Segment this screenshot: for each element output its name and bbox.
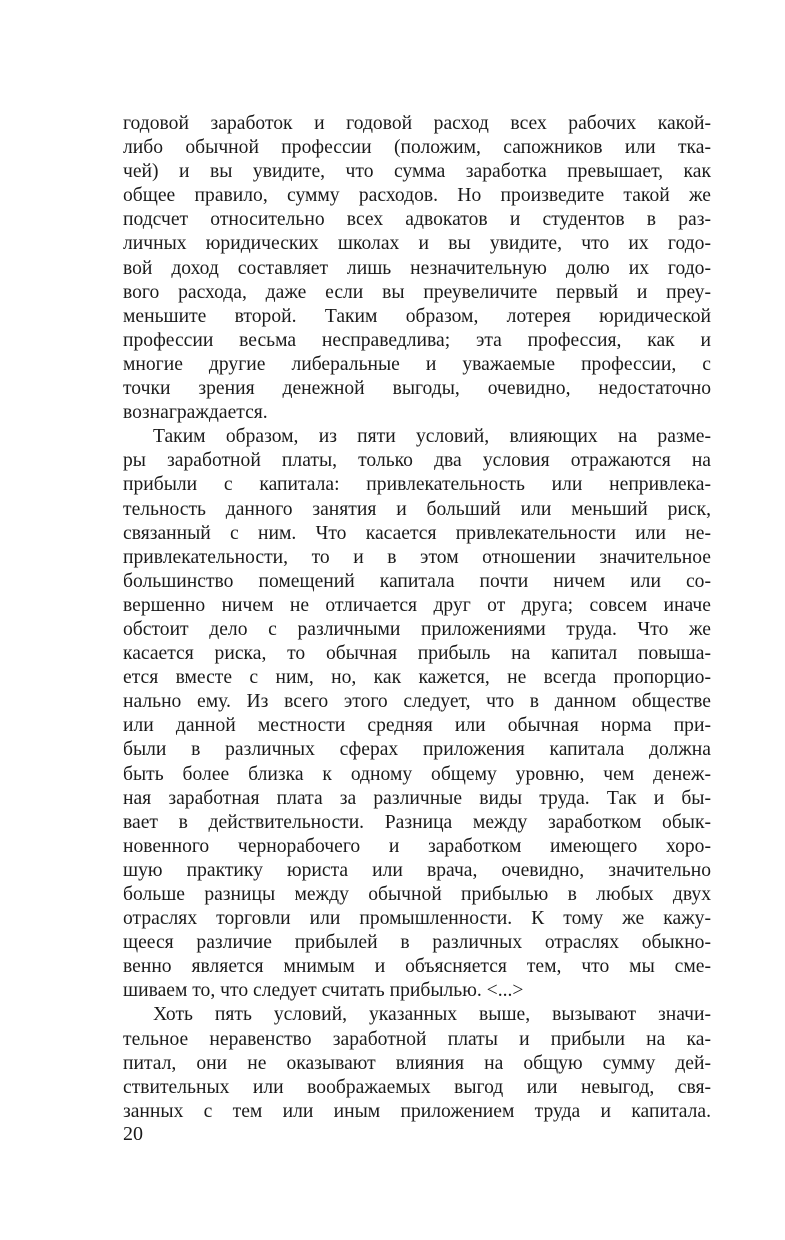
text-line: вершенно ничем не отличается друг от друга; совсем иначе	[123, 594, 711, 616]
text-line: вознаграждается.	[123, 402, 268, 424]
text-line: или данной местности средняя или обычная норма при-	[123, 715, 711, 737]
text-line: касается риска, то обычная прибыль на капитал повыша-	[123, 643, 711, 665]
text-line: ры заработной платы, только два условия отражаются на	[123, 450, 711, 472]
text-line: ется вместе с ним, но, как кажется, не всегда пропорцио-	[123, 667, 711, 689]
text-line: подсчет относительно всех адвокатов и студентов в раз-	[123, 209, 711, 231]
paragraph-2	[123, 425, 711, 1003]
text-line: венно является мнимым и объясняется тем, что мы сме-	[123, 956, 711, 978]
text-line: больше разницы между обычной прибылью в любых двух	[123, 884, 711, 905]
text-line: шиваем то, что следует считать прибылью. <...>	[123, 980, 524, 1002]
text-line: занных с тем или иным приложением труда и капитала.	[123, 1100, 711, 1122]
text-line: шую практику юриста или врача, очевидно, значительно	[123, 859, 711, 881]
text-line: связанный с ним. Что касается привлекательности или не-	[123, 522, 711, 544]
text-line: либо обычной профессии (положим, сапожников или тка-	[123, 137, 711, 159]
paragraph-1	[123, 112, 711, 425]
text-line: вого расхода, даже если вы преувеличите первый и преу-	[123, 281, 711, 303]
text-line: ная заработная плата за различные виды труда. Так и бы-	[123, 787, 711, 809]
page-number: 20	[123, 1123, 143, 1145]
text-line: тельность данного занятия и больший или меньший риск,	[123, 498, 711, 520]
text-line: чей) и вы увидите, что сумма заработка превышает, как	[123, 161, 711, 183]
body-text	[123, 112, 711, 1124]
text-line: отраслях торговли или промышленности. К тому же кажу-	[123, 908, 711, 930]
text-line: щееся различие прибылей в различных отраслях обыкно-	[123, 932, 711, 954]
text-line: Хоть пять условий, указанных выше, вызывают значи-	[153, 1004, 711, 1026]
text-line: многие другие либеральные и уважаемые профессии, с	[123, 353, 711, 375]
text-line: питал, они не оказывают влияния на общую сумму дей-	[123, 1052, 711, 1074]
text-line: общее правило, сумму расходов. Но произведите такой же	[123, 185, 711, 207]
text-line: были в различных сферах приложения капитала должна	[123, 739, 711, 761]
text-line: привлекательности, то и в этом отношении значительное	[123, 546, 711, 568]
text-line: тельное неравенство заработной платы и прибыли на ка-	[123, 1028, 711, 1050]
text-line: вой доход составляет лишь незначительную долю их годо-	[123, 257, 711, 279]
text-line: годовой заработок и годовой расход всех рабочих какой-	[123, 113, 711, 134]
text-line: прибыли с капитала: привлекательность или непривлека-	[123, 474, 711, 496]
text-line: нально ему. Из всего этого следует, что в данном обществе	[123, 691, 711, 713]
text-line: профессии весьма несправедлива; эта профессия, как и	[123, 329, 711, 351]
text-line: обстоит дело с различными приложениями труда. Что же	[123, 618, 711, 640]
text-line: Таким образом, из пяти условий, влияющих на разме-	[153, 426, 711, 448]
text-line: личных юридических школах и вы увидите, что их годо-	[123, 233, 711, 255]
text-line: точки зрения денежной выгоды, очевидно, недостаточно	[123, 378, 711, 400]
text-line: ствительных или воображаемых выгод или невыгод, свя-	[123, 1076, 711, 1098]
text-line: вает в действительности. Разница между заработком обык-	[123, 811, 711, 833]
paragraph-3	[123, 1003, 711, 1123]
text-line: меньшите второй. Таким образом, лотерея юридической	[123, 305, 711, 327]
text-line: большинство помещений капитала почти ничем или со-	[123, 570, 711, 592]
text-line: новенного чернорабочего и заработком имеющего хоро-	[123, 835, 711, 857]
text-line: быть более близка к одному общему уровню, чем денеж-	[123, 763, 711, 785]
